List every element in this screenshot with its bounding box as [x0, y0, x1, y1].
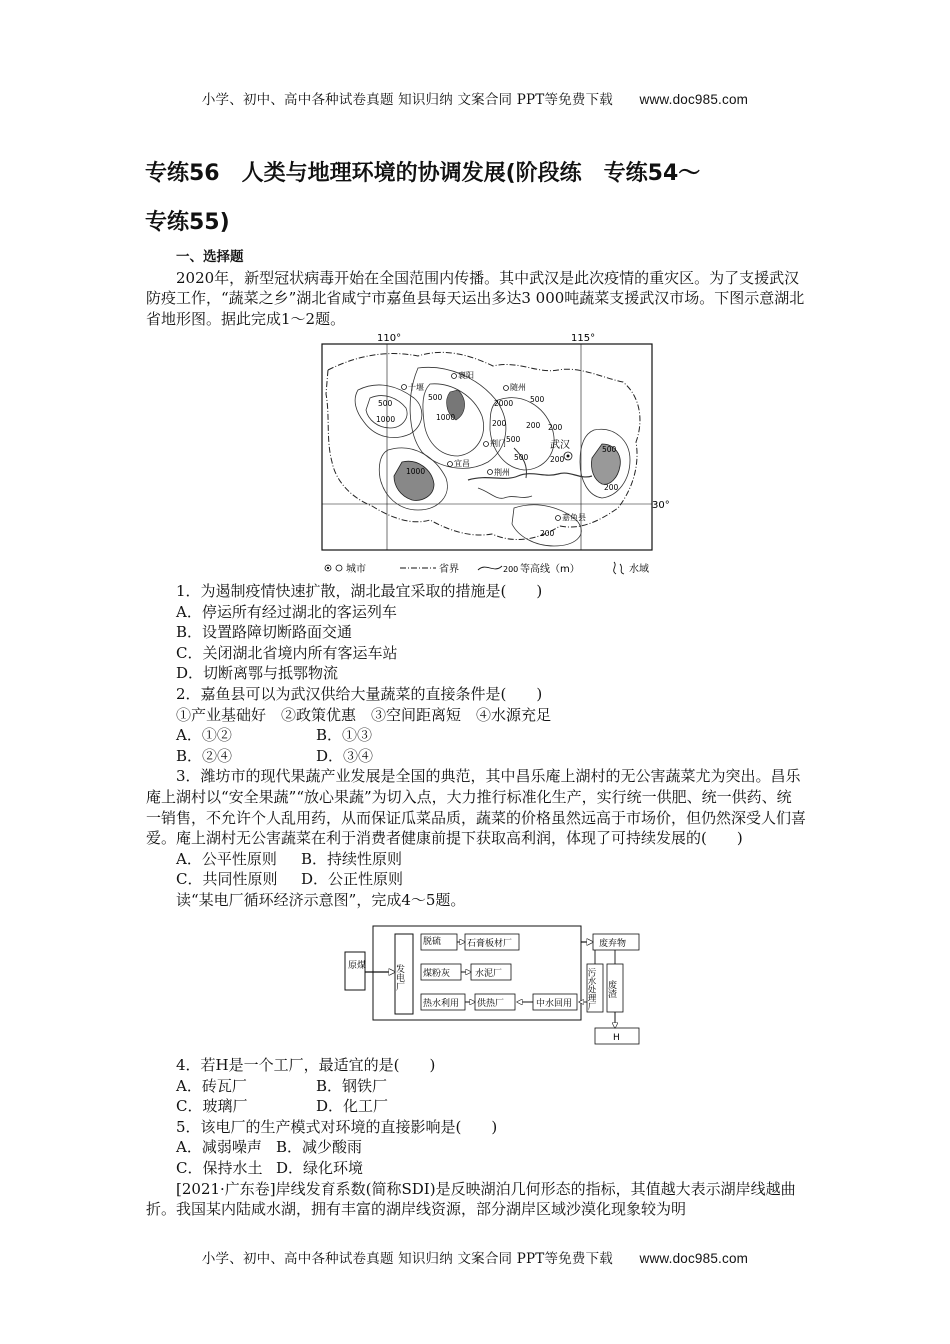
page-title-line-1: 专练56 人类与地理环境的协调发展(阶段练 专练54～: [145, 161, 701, 186]
slag-label: 废渣: [606, 980, 616, 998]
q3-option-d: D．公正性原则: [301, 870, 404, 889]
gypsum-label: 石膏板材厂: [467, 939, 513, 949]
contour-label: 500: [602, 445, 617, 454]
lake-shore: [478, 488, 532, 498]
coal-label: 原煤: [348, 961, 367, 971]
city-marker: [556, 516, 561, 521]
q3-option-a: A．公平性原则: [176, 849, 277, 868]
q5-options-row-2: [146, 1158, 806, 1179]
lat-30-label: 30°: [652, 500, 670, 511]
footer-text: 小学、初中、高中各种试卷真题 知识归纳 文案合同 PPT等免费下载: [201, 1251, 614, 1267]
heat-label: 热水利用: [423, 999, 460, 1009]
section-heading: 一、选择题: [176, 249, 244, 265]
q4-options-row-1: [146, 1076, 806, 1097]
intro-block: [146, 247, 806, 329]
city-label: 荆门: [490, 439, 506, 448]
q2-option-c: B．②④: [176, 746, 233, 765]
city-marker: [488, 470, 493, 475]
contour-label: 500: [506, 435, 521, 444]
q5-stem: 5．该电厂的生产模式对环境的直接影响是( ): [176, 1117, 498, 1136]
contour-label: 500: [378, 399, 393, 408]
lon-115-label: 115°: [571, 333, 596, 344]
sulfur-label: 脱硫: [423, 937, 442, 947]
reuse-label: 中水回用: [536, 999, 573, 1009]
city-legend-icon: [327, 567, 329, 569]
q4-option-c: C．玻璃厂: [176, 1097, 248, 1116]
q3-options-row-1: [146, 849, 806, 870]
city-label: 武汉: [550, 440, 570, 451]
river-line: [468, 473, 592, 480]
legend-border-label: 省界: [439, 564, 459, 575]
cement-label: 水泥厂: [475, 969, 503, 979]
coal-box: [345, 952, 365, 990]
city-label: 荆州: [494, 468, 510, 477]
contour-label: 2000: [494, 399, 514, 408]
contour-label: 500: [514, 453, 529, 462]
contour-label: 1000: [436, 413, 456, 422]
q4-option-b: B．钢铁厂: [316, 1076, 388, 1095]
intro-paragraph-2: 读“某电厂循环经济示意图”，完成4～5题。: [176, 890, 466, 909]
contour-label: 1000: [406, 467, 426, 476]
city-label: 宜昌: [454, 459, 470, 468]
questions-1-3: [146, 581, 806, 911]
q5-option-c: C．保持水土: [176, 1158, 263, 1177]
power-plant-diagram: [343, 924, 643, 1048]
city-label: 随州: [510, 383, 526, 392]
contour-label: 200: [604, 483, 619, 492]
q5-option-d: D．绿化环境: [276, 1158, 364, 1177]
q2-option-a: A．①②: [176, 726, 232, 745]
q1-option-b: B．设置路障切断路面交通: [176, 623, 353, 642]
q2-options-row-2: [146, 746, 806, 767]
city-label: 嘉鱼县: [562, 513, 586, 522]
q4-option-d: D．化工厂: [316, 1097, 389, 1116]
q5-options-row-1: [146, 1137, 806, 1158]
page-header: [0, 88, 950, 108]
hubei-map-figure: [318, 330, 670, 580]
lon-110-label: 110°: [377, 333, 402, 344]
q1-option-d: D．切断离鄂与抵鄂物流: [176, 664, 339, 683]
water-legend-icon: [614, 562, 624, 574]
contour-label: 500: [530, 395, 545, 404]
hubei-map: [318, 330, 670, 580]
contour-label: 1000: [376, 415, 396, 424]
city-marker: [448, 462, 453, 467]
header-text: 小学、初中、高中各种试卷真题 知识归纳 文案合同 PPT等免费下载: [201, 92, 614, 108]
q3-option-c: C．共同性原则: [176, 870, 278, 889]
power-plant-diagram-figure: [343, 924, 643, 1048]
city-marker: [452, 374, 457, 379]
q2-items: ①产业基础好 ②政策优惠 ③空间距离短 ④水源充足: [176, 705, 552, 724]
sewage-label: 污水处理厂: [586, 968, 596, 1011]
q1-option-c: C．关闭湖北省境内所有客运车站: [176, 643, 398, 662]
q4-options-row-2: [146, 1096, 806, 1117]
legend-water-label: 水域: [629, 564, 649, 575]
questions-4-5: [146, 1055, 806, 1220]
city-legend-icon: [336, 565, 342, 571]
waste-label: 废弃物: [599, 939, 627, 949]
city-marker: [567, 455, 570, 458]
legend-city-label: 城市: [346, 564, 366, 575]
page-title-line-2: 专练55): [145, 210, 230, 235]
contour-label: 500: [428, 393, 443, 402]
city-label: 襄阳: [458, 371, 474, 380]
city-marker: [402, 385, 407, 390]
city-marker: [484, 442, 489, 447]
legend-contour-label: 等高线（m）: [520, 564, 580, 575]
map-legend: [325, 562, 649, 575]
intro-paragraph-1: 2020年，新型冠状病毒开始在全国范围内传播。其中武汉是此次疫情的重灾区。为了支援武汉防疫工作，“蔬菜之乡”湖北省咸宁市嘉鱼县每天运出多达3 000吨蔬菜支援武汉市场。下图示意湖北省地形图。据此完成1～2题。: [146, 268, 805, 328]
ash-label: 煤粉灰: [423, 969, 451, 979]
contour-legend-icon: [478, 566, 502, 570]
q5-option-a: A．减弱噪声: [176, 1138, 262, 1157]
q4-option-a: A．砖瓦厂: [176, 1076, 247, 1095]
heating-label: 供热厂: [477, 999, 505, 1009]
intro-paragraph-3: [2021·广东卷]岸线发育系数(简称SDI)是反映湖泊几何形态的指标，其值越大表示湖岸线越曲折。我国某内陆咸水湖，拥有丰富的湖岸线资源，部分湖岸区域沙漠化现象较为明: [146, 1179, 796, 1219]
footer-url[interactable]: www.doc985.com: [639, 1251, 749, 1266]
contour-label: 200: [526, 421, 541, 430]
plant-label: 发电厂: [394, 964, 404, 991]
header-url[interactable]: www.doc985.com: [639, 92, 749, 107]
q3-stem: 3．潍坊市的现代果蔬产业发展是全国的典范，其中昌乐庵上湖村的无公害蔬菜尤为突出。昌乐庵上湖村以“安全果蔬”“放心果蔬”为切入点，大力推行标准化生产，实行统一供肥、统一供药、统一销售，不允许个人乱用药，从而保证瓜菜品质，蔬菜的价格虽然远高于市场价，但仍然深受人们喜爱。庵上湖村无公害蔬菜在利于消费者健康前提下获取高利润，体现了可持续发展的( ): [146, 767, 807, 848]
q2-stem: 2．嘉鱼县可以为武汉供给大量蔬菜的直接条件是( ): [176, 684, 543, 703]
legend-contour-value: 200: [503, 565, 519, 574]
q2-options-row-1: [146, 725, 806, 746]
q1-option-a: A．停运所有经过湖北的客运列车: [176, 602, 397, 621]
city-label: 十堰: [408, 383, 424, 392]
q3-option-b: B．持续性原则: [301, 849, 403, 868]
page-footer: [0, 1247, 950, 1267]
city-marker: [504, 386, 509, 391]
q2-option-d: D．③④: [316, 746, 374, 765]
q1-stem: 1．为遏制疫情快速扩散，湖北最宜采取的措施是( ): [176, 582, 543, 600]
h-label: H: [613, 1033, 620, 1043]
contour-label: 200: [548, 423, 563, 432]
q3-options-row-2: [146, 869, 806, 890]
q4-stem: 4．若H是一个工厂，最适宜的是( ): [176, 1056, 436, 1074]
province-border: [326, 352, 640, 539]
contour-label: 200: [492, 419, 507, 428]
q5-option-b: B．减少酸雨: [276, 1138, 363, 1157]
q2-option-b: B．①③: [316, 726, 373, 745]
contour-label: 200: [550, 455, 565, 464]
contour-label: 200: [540, 529, 555, 538]
